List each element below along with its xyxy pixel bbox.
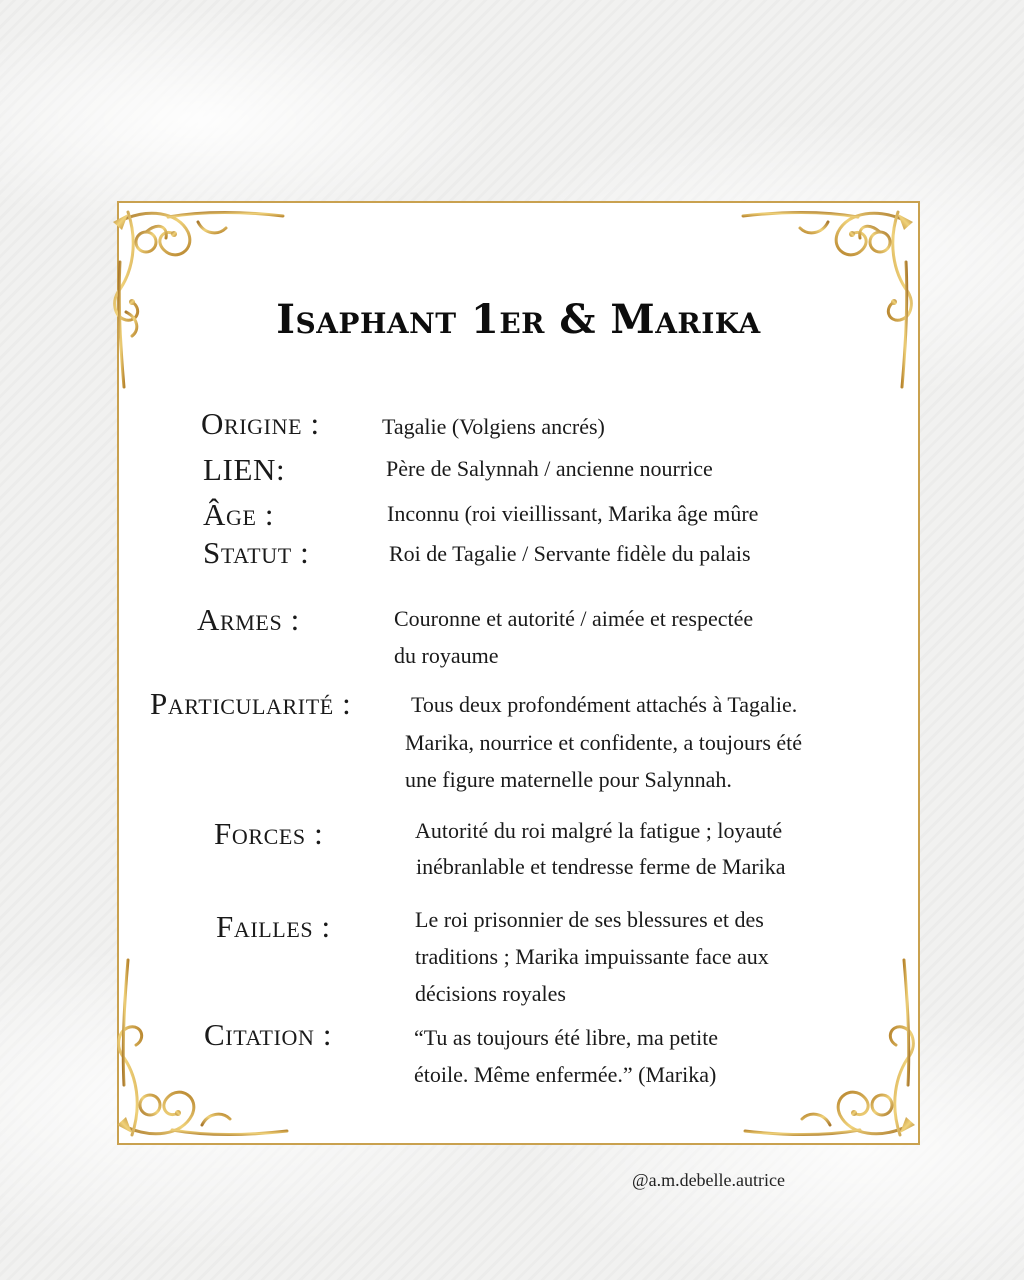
lien-value: Père de Salynnah / ancienne nourrice (386, 456, 713, 481)
particularite-label: Particularité : (150, 686, 352, 721)
page-title: Isaphant 1er & Marika (276, 296, 761, 343)
origine-value: Tagalie (Volgiens ancrés) (382, 414, 605, 439)
armes-value-line-1: Couronne et autorité / aimée et respectée (394, 606, 754, 631)
lien-label: LIEN: (203, 452, 286, 487)
particularite-value-line-3: une figure maternelle pour Salynnah. (405, 767, 732, 792)
particularite-value-line-1: Tous deux profondément attachés à Tagalie. (411, 692, 798, 717)
author-handle: @a.m.debelle.autrice (632, 1170, 785, 1190)
particularite-value-line-2: Marika, nourrice et confidente, a toujours été (405, 730, 803, 755)
statut-label: Statut : (203, 535, 310, 570)
forces-label: Forces : (214, 816, 324, 851)
citation-value-line-1: “Tu as toujours été libre, ma petite (414, 1025, 719, 1050)
armes-value-line-2: du royaume (394, 643, 499, 668)
age-label: Âge : (203, 497, 275, 532)
origine-label: Origine : (201, 406, 320, 441)
forces-value-line-1: Autorité du roi malgré la fatigue ; loyauté (415, 818, 783, 843)
statut-value: Roi de Tagalie / Servante fidèle du palais (389, 541, 751, 566)
armes-label: Armes : (197, 602, 300, 637)
failles-value-line-2: traditions ; Marika impuissante face aux (415, 944, 769, 969)
age-value: Inconnu (roi vieillissant, Marika âge mûre (387, 501, 759, 526)
failles-value-line-1: Le roi prisonnier de ses blessures et des (415, 907, 764, 932)
corner-flourish-icon (740, 955, 920, 1145)
forces-value-line-2: inébranlable et tendresse ferme de Marika (416, 854, 786, 879)
failles-value-line-3: décisions royales (415, 981, 566, 1006)
citation-label: Citation : (204, 1017, 333, 1052)
citation-value-line-2: étoile. Même enfermée.” (Marika) (414, 1062, 717, 1087)
failles-label: Failles : (216, 909, 331, 944)
